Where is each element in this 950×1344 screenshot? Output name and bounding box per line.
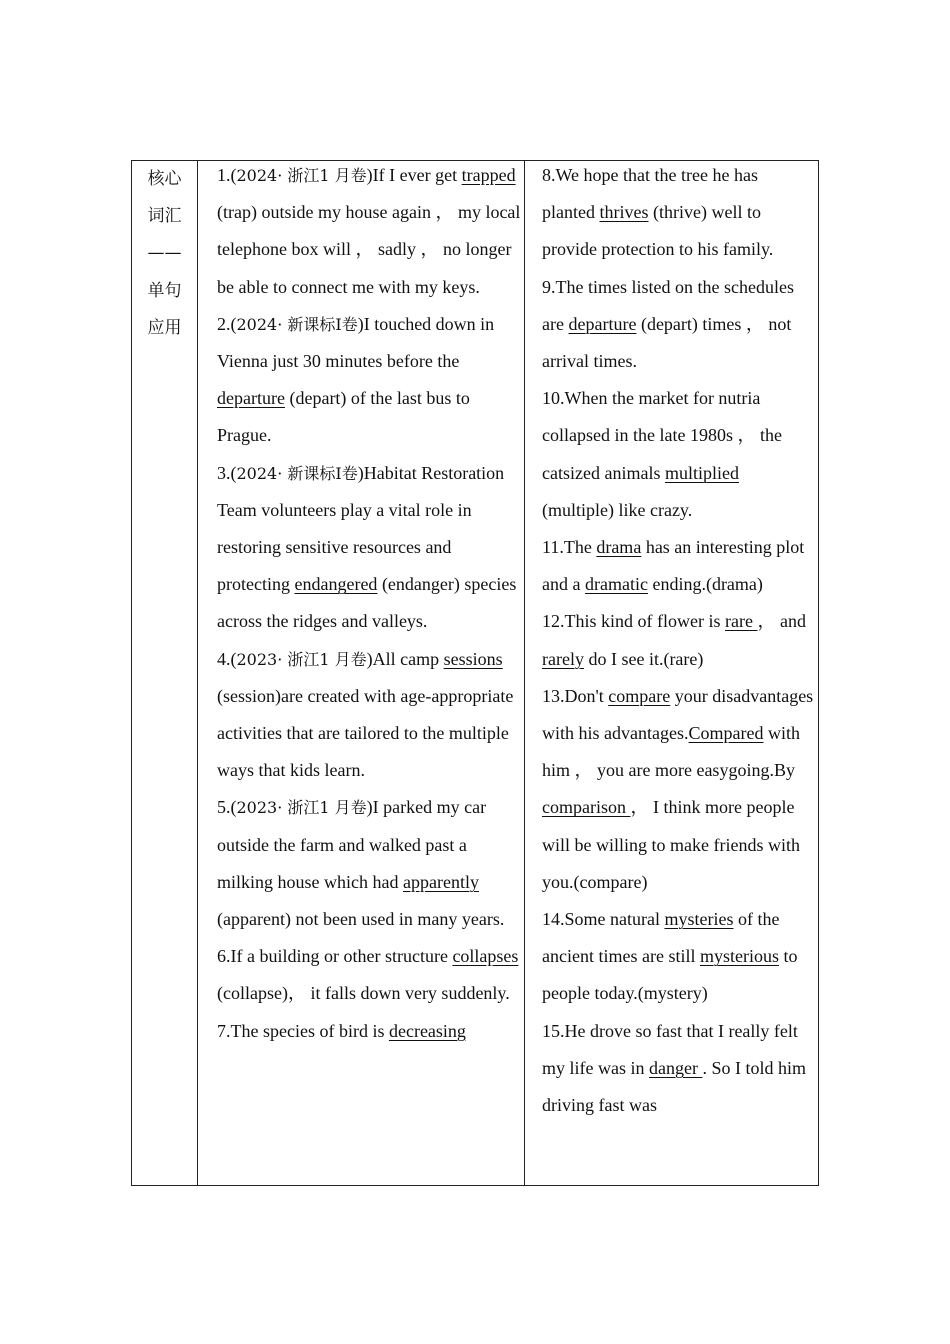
- sentence-item: 9.The times listed on the schedules are departure (depart) times ， not arrival times.: [542, 276, 794, 372]
- sentence-item: 8.We hope that the tree he has planted thrives (thrive) well to provide protection to his family.: [542, 165, 774, 260]
- column-divider: [524, 161, 525, 1185]
- sentence-item: 7.The species of bird is decreasing: [217, 1020, 466, 1041]
- sentence-item: 5.(2023· 浙江1 月卷)I parked my car outside the farm and walked past a milking house which had apparently (apparent) not been used in many years.: [217, 797, 505, 930]
- sentence-item: 3.(2024· 新课标Ⅰ卷)Habitat Restoration Team volunteers play a vital role in restoring sensitive resources and protecting endangered (endanger) species across the ridges and valleys.: [217, 462, 517, 632]
- sentence-item: 1.(2024· 浙江1 月卷)If I ever get trapped (trap) outside my house again ， my local telephone box will ， sadly ， no longer be able to connect me with my keys.: [217, 165, 521, 297]
- column-divider: [197, 161, 198, 1185]
- label-line: 应用: [147, 317, 182, 338]
- sentence-item: 6.If a building or other structure collapses (collapse)， it falls down very suddenly.: [217, 946, 519, 1004]
- label-line: ——: [147, 243, 182, 264]
- sentence-item: 14.Some natural mysteries of the ancient times are still mysterious to people today.(mystery): [542, 909, 798, 1004]
- vocab-table: [131, 160, 819, 1186]
- sentence-item: 15.He drove so fast that I really felt my life was in danger . So I told him driving fast was: [542, 1020, 806, 1116]
- right-sentence-column: [542, 161, 814, 1185]
- sentence-item: 4.(2023· 浙江1 月卷)All camp sessions (session)are created with age-appropriate activities that are tailored to the multiple ways that kids learn.: [217, 648, 514, 781]
- label-line: 核心: [147, 169, 182, 189]
- left-sentence-column: [217, 161, 522, 1185]
- sentence-item: 10.When the market for nutria collapsed in the late 1980s ， the catsized animals multiplied (multiple) like crazy.: [542, 388, 782, 520]
- section-label: [132, 161, 197, 1185]
- label-line: 单句: [147, 280, 182, 301]
- label-line: 词汇: [147, 206, 182, 227]
- sentence-item: 11.The drama has an interesting plot and a dramatic ending.(drama): [542, 537, 805, 595]
- sentence-item: 2.(2024· 新课标Ⅰ卷)I touched down in Vienna just 30 minutes before the departure (depart) of the last bus to Prague.: [217, 313, 495, 446]
- sentence-item: 13.Don't compare your disadvantages with his advantages.Compared with him ， you are more easygoing.By comparison ， I think more people will be willing to make friends with you.(compare): [542, 685, 814, 892]
- sentence-item: 12.This kind of flower is rare ， and rarely do I see it.(rare): [542, 611, 806, 669]
